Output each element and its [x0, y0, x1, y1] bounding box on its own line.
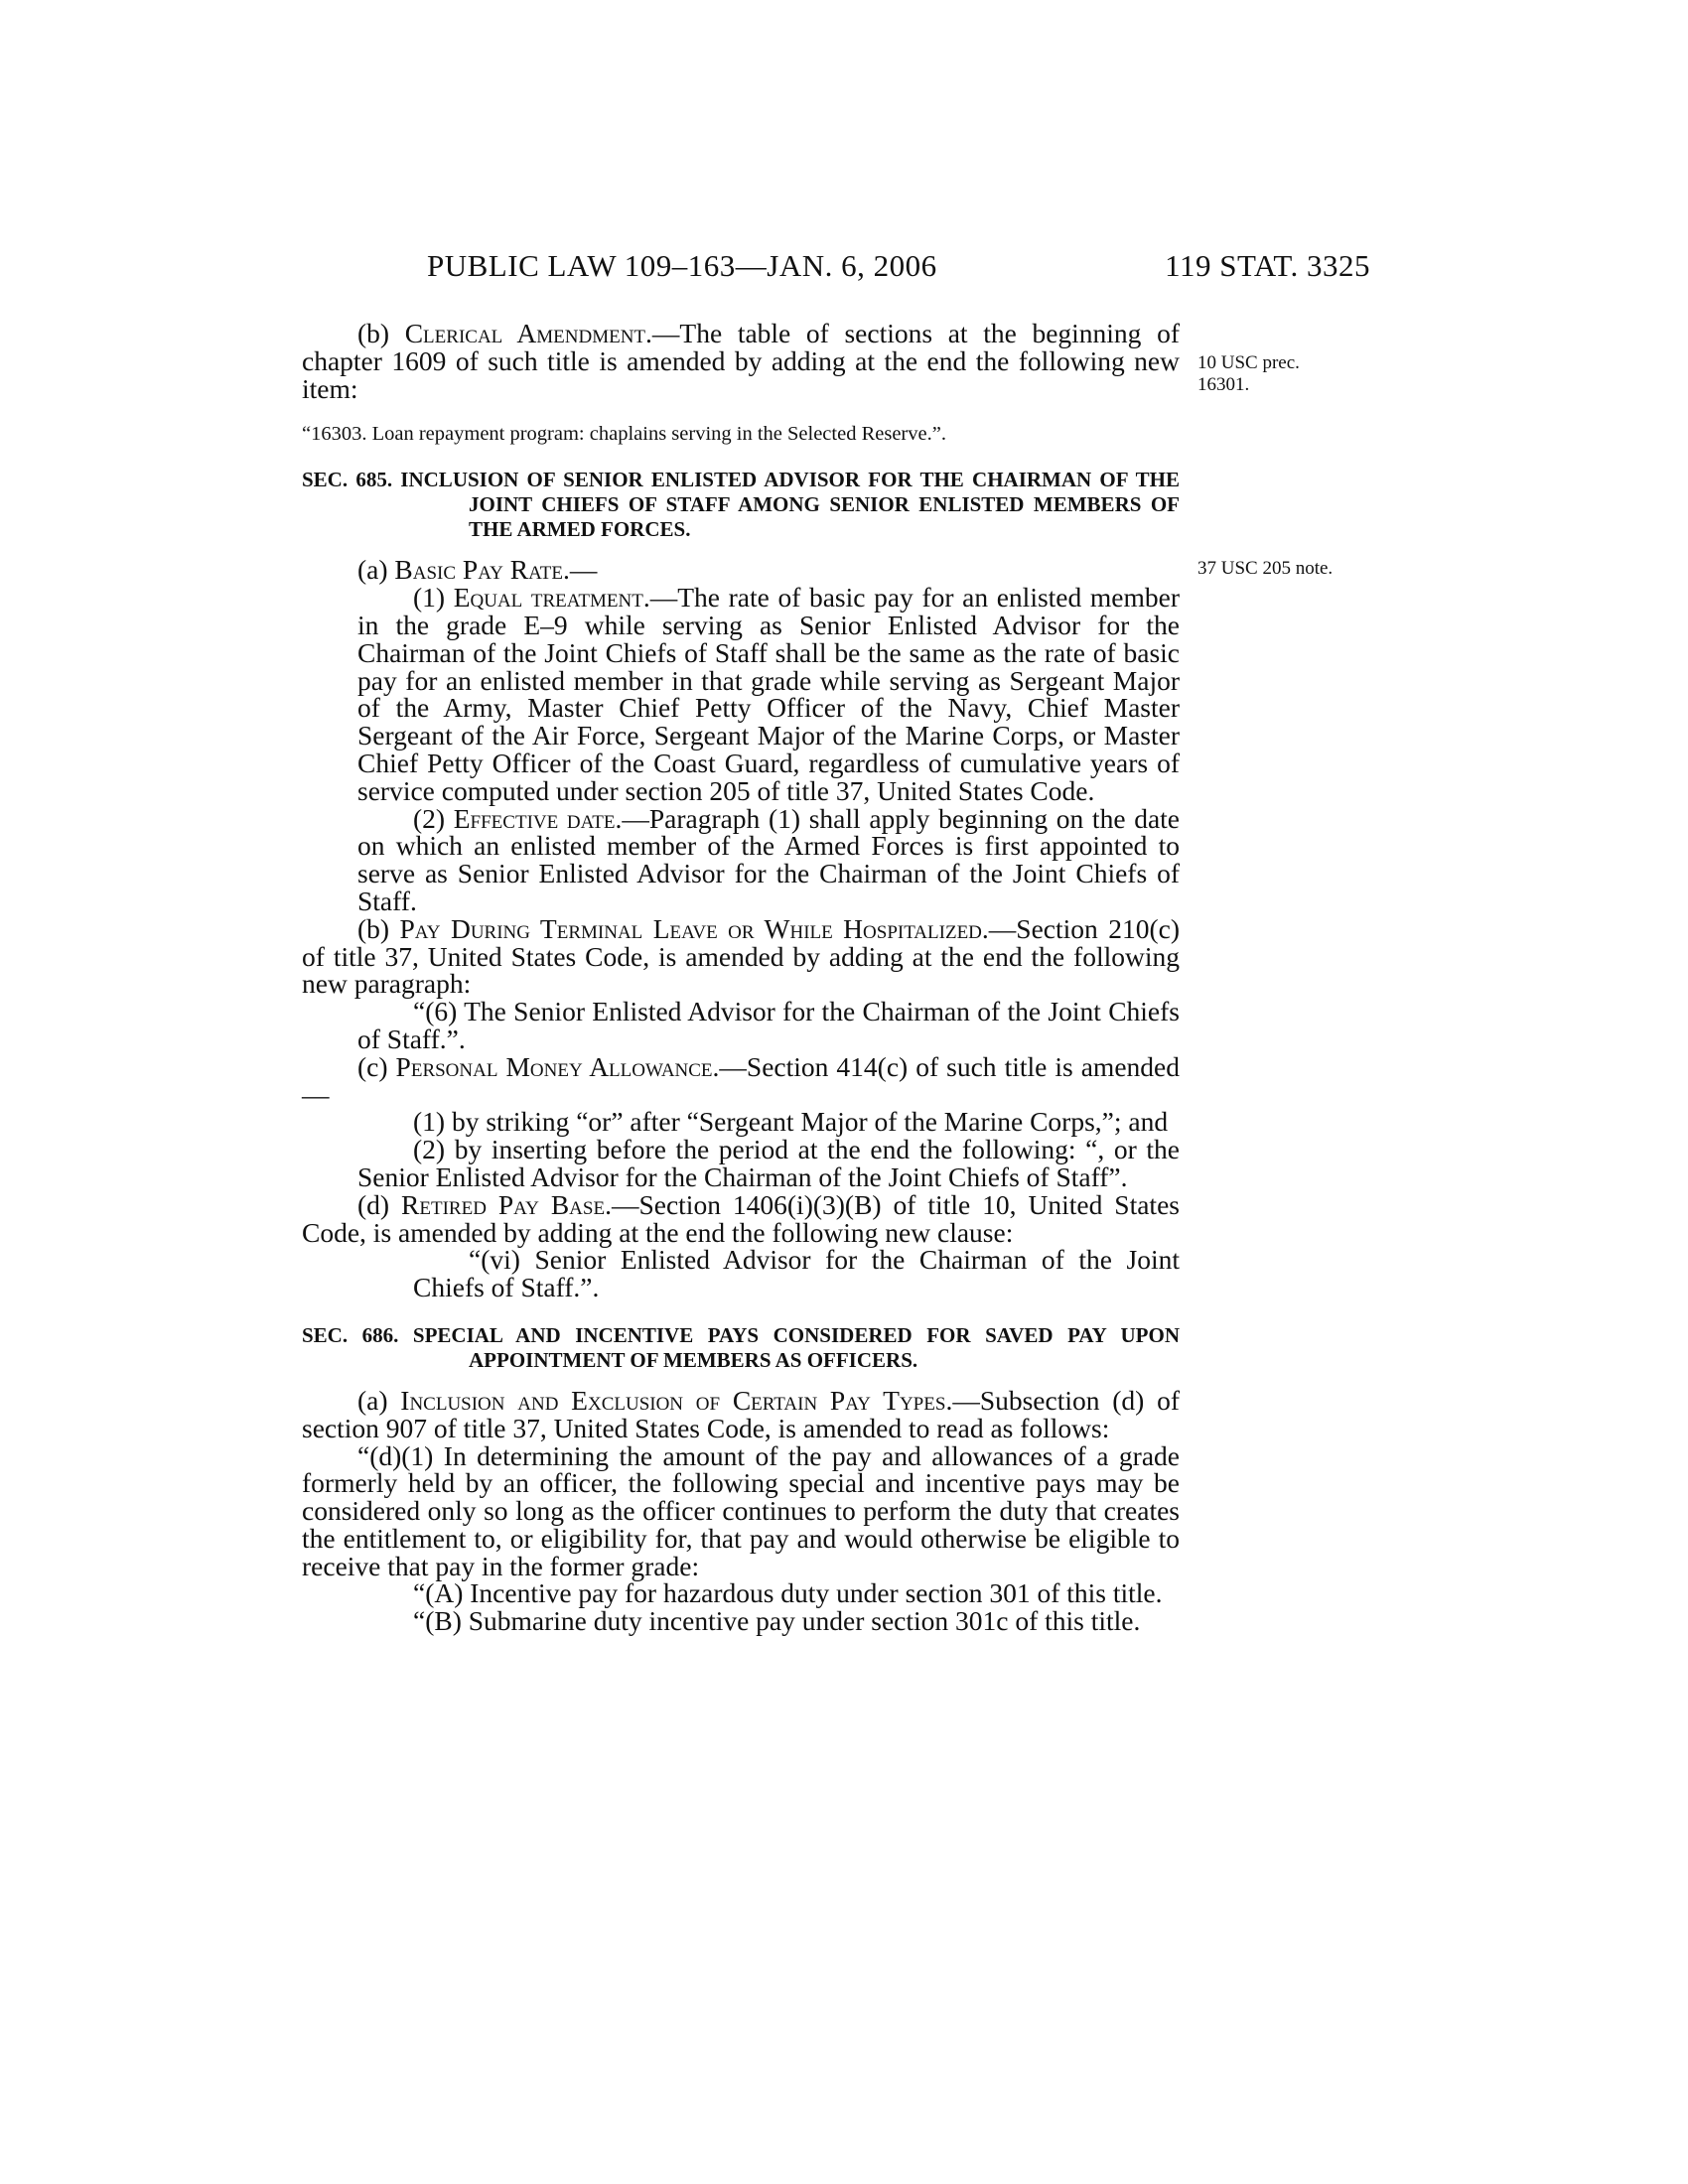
paragraph-heading: Effective date	[453, 802, 616, 834]
subsection-b-terminal-leave: (b) Pay During Terminal Leave or While Hospitalized.—Section 210(c) of title 37, United States Code, is amended by adding at the end the following new paragraph:	[302, 912, 1180, 1000]
subsection-heading: Pay During Terminal Leave or While Hospitalized	[399, 912, 982, 944]
paragraph-a1-equal-treatment: (1) Equal treatment.—The rate of basic pay for an enlisted member in the grade E–9 while serving as Senior Enlisted Advisor for the Chairman of the Joint Chiefs of Staff shall be the same as the rate of basic pay for an enlisted member in that grade while serving as Sergeant Major of the Army, Master Chief Petty Officer of the Navy, Chief Master Sergeant of the Air Force, Sergeant Major of the Marine Corps, or Master Chief Petty Officer of the Coast Guard, regardless of cumulative years of service computed under section 205 of title 37, United States Code.	[357, 582, 1180, 806]
document-body	[302, 320, 1180, 1635]
statute-citation: 119 STAT. 3325	[1165, 248, 1370, 283]
quoted-subparagraph-b: “(B) Submarine duty incentive pay under section 301c of this title.	[413, 1605, 1141, 1637]
subsection-heading: Basic Pay Rate	[394, 554, 563, 586]
paragraph-heading: Equal treatment	[453, 582, 643, 614]
margin-note-usc-205: 37 USC 205 note.	[1197, 558, 1334, 579]
public-law-title: PUBLIC LAW 109–163—JAN. 6, 2006	[427, 248, 937, 283]
subsection-b-clerical: (b) Clerical Amendment.—The table of sections at the beginning of chapter 1609 of such title is amended by adding at the end the following new item:	[302, 318, 1180, 404]
page-header	[298, 248, 1370, 288]
subsection-heading: Clerical Amendment	[404, 318, 646, 348]
subsection-686-a: (a) Inclusion and Exclusion of Certain Pay Types.—Subsection (d) of section 907 of title 37, United States Code, is amended to read as follows:	[302, 1384, 1180, 1443]
quoted-subparagraph-a: “(A) Incentive pay for hazardous duty under section 301 of this title.	[413, 1577, 1163, 1609]
paragraph-a2-effective-date: (2) Effective date.—Paragraph (1) shall apply beginning on the date on which an enlisted member of the Armed Forces is first appointed to serve as Senior Enlisted Advisor for the Chairman of the Joint Chiefs of Staff.	[357, 802, 1180, 916]
table-item-16303: “16303. Loan repayment program: chaplains serving in the Selected Reserve.”.	[302, 423, 946, 446]
margin-note-usc-16301: 10 USC prec. 16301.	[1197, 352, 1300, 395]
quoted-paragraph-6: “(6) The Senior Enlisted Advisor for the Chairman of the Joint Chiefs of Staff.”.	[357, 996, 1180, 1054]
subsection-heading: Retired Pay Base	[401, 1188, 606, 1220]
subsection-heading: Personal Money Allowance	[395, 1050, 713, 1082]
subsection-heading: Inclusion and Exclusion of Certain Pay Types	[400, 1384, 946, 1416]
subsection-d-retired-pay: (d) Retired Pay Base.—Section 1406(i)(3)(B) of title 10, United States Code, is amended by adding at the end the following new clause:	[302, 1188, 1180, 1248]
subsection-c-personal-money: (c) Personal Money Allowance.—Section 414(c) of such title is amended—	[302, 1050, 1180, 1110]
paragraph-c1: (1) by striking “or” after “Sergeant Major of the Marine Corps,”; and	[413, 1106, 1169, 1138]
paragraph-c2: (2) by inserting before the period at the end the following: “, or the Senior Enlisted Advisor for the Chairman of the Joint Chiefs of Staff”.	[357, 1134, 1180, 1192]
clause-vi: “(vi) Senior Enlisted Advisor for the Chairman of the Joint Chiefs of Staff.”.	[413, 1244, 1180, 1303]
subsection-a-basic-pay: (a) Basic Pay Rate.—	[357, 554, 598, 586]
section-685-heading: SEC. 685. INCLUSION OF SENIOR ENLISTED ADVISOR FOR THE CHAIRMAN OF THE JOINT CHIEFS OF STAFF AMONG SENIOR ENLISTED MEMBERS OF THE ARMED FORCES.	[302, 468, 1180, 542]
section-686-heading: SEC. 686. SPECIAL AND INCENTIVE PAYS CONSIDERED FOR SAVED PAY UPON APPOINTMENT OF MEMBERS AS OFFICERS.	[302, 1322, 1180, 1372]
quoted-subsection-d1: “(d)(1) In determining the amount of the pay and allowances of a grade formerly held by an officer, the following special and incentive pays may be considered only so long as the officer continues to perform the duty that creates the entitlement to, or eligibility for, that pay and would otherwise be eligible to receive that pay in the former grade:	[302, 1439, 1180, 1581]
